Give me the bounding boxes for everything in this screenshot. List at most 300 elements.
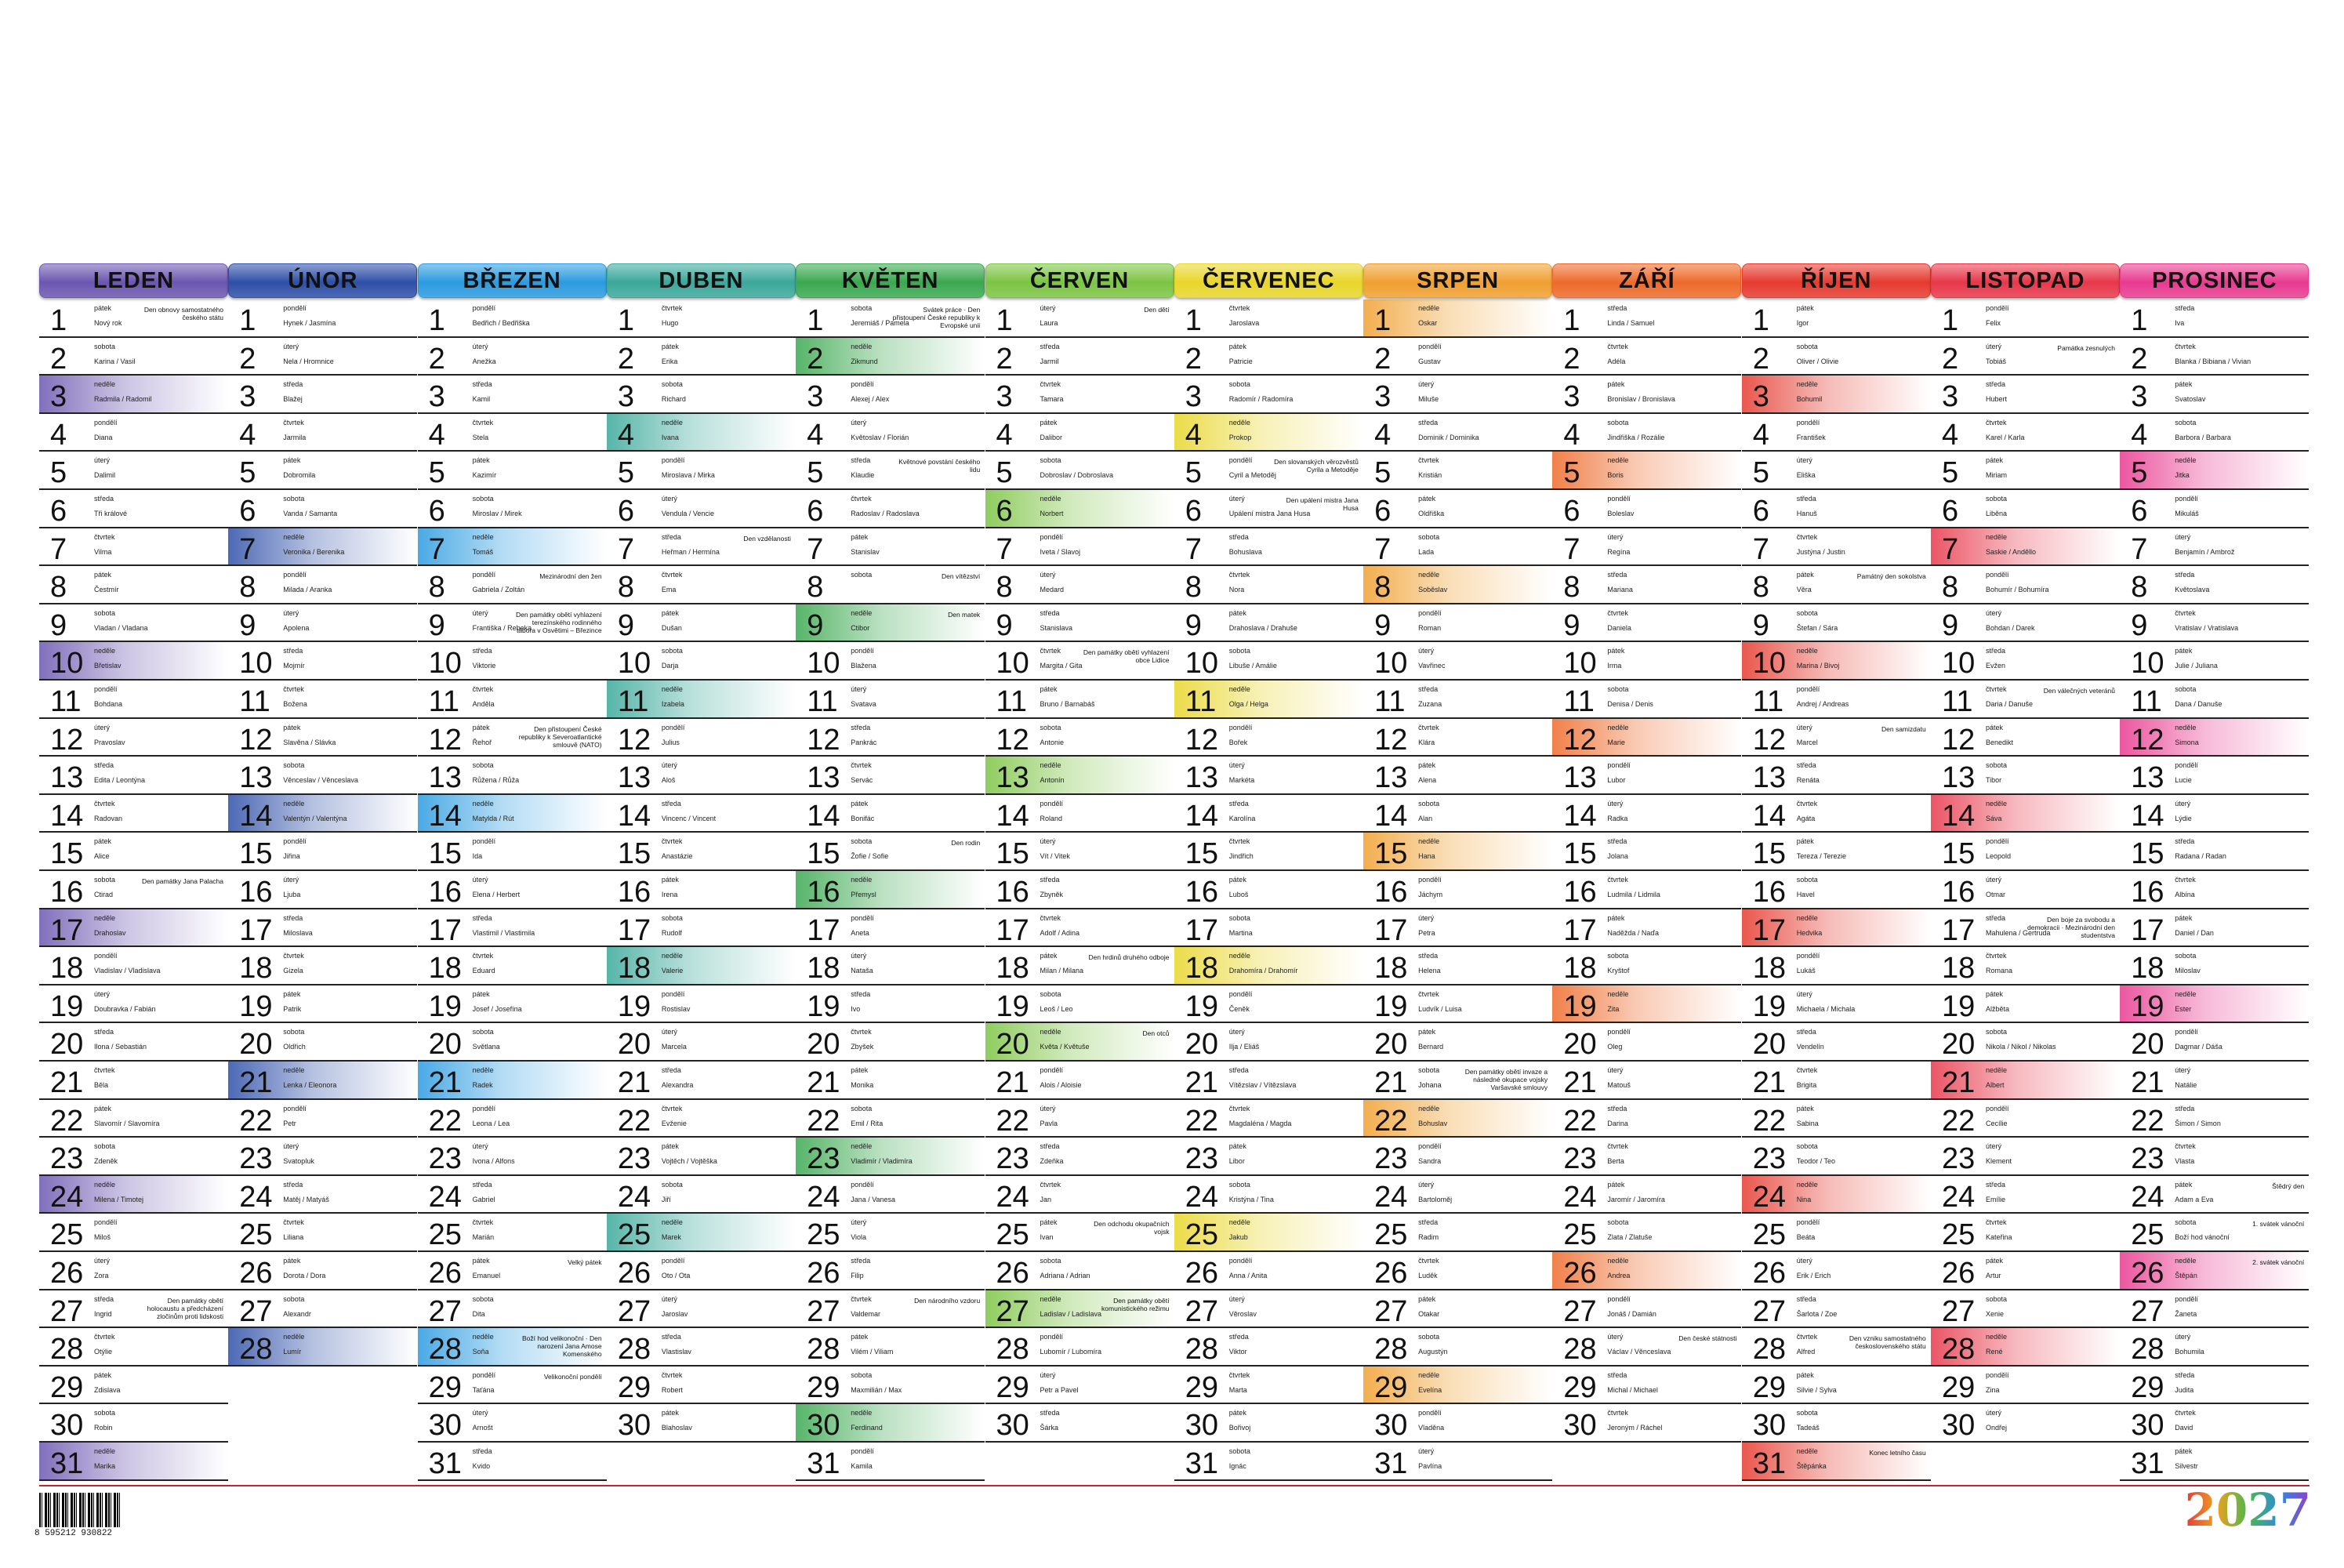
nameday-label: Jáchym — [1418, 891, 1443, 898]
weekday-label: neděle — [1796, 1447, 1818, 1455]
holiday-label: Den přistoupení České republiky k Severoatlantické smlouvě (NATO) — [518, 724, 602, 749]
weekday-label: pátek — [2175, 380, 2193, 389]
nameday-label: Richard — [661, 395, 686, 404]
weekday-label: pondělí — [2175, 1294, 2198, 1303]
day-row — [39, 299, 228, 338]
holiday-label: Den vzniku samostatného československého státu — [1849, 1334, 1926, 1351]
day-number: 11 — [996, 685, 1027, 718]
weekday-label: středa — [661, 532, 681, 541]
nameday-label: Stela — [472, 433, 489, 441]
nameday-label: Julie / Juliana — [2175, 662, 2218, 670]
holiday-label: Den upálení mistra Jana Husa — [1286, 496, 1359, 512]
weekday-label: sobota — [1986, 1294, 2008, 1303]
nameday-label: Blažej — [283, 395, 303, 404]
nameday-label: Bartoloměj — [1418, 1195, 1453, 1203]
weekday-label: čtvrtek — [2175, 876, 2196, 884]
weekday-label: středa — [1040, 876, 1060, 884]
day-row — [1931, 947, 2120, 985]
day-row — [1363, 414, 1552, 452]
day-number: 1 — [239, 304, 256, 337]
weekday-label: neděle — [1418, 1104, 1440, 1112]
weekday-label: čtvrtek — [1986, 418, 2007, 426]
weekday-label: úterý — [1418, 1180, 1435, 1189]
nameday-label: Dana / Danuše — [2175, 700, 2222, 708]
nameday-label: Robert — [661, 1385, 683, 1394]
day-number: 31 — [1752, 1447, 1786, 1480]
nameday-label: Ludmila / Lidmila — [1607, 891, 1660, 898]
weekday-label: úterý — [1796, 989, 1812, 998]
day-row — [607, 1290, 796, 1329]
holiday-label: 1. svátek vánoční — [2252, 1220, 2305, 1229]
weekday-label: středa — [1040, 1409, 1060, 1417]
day-row — [1174, 833, 1363, 871]
nameday-label: Valentýn / Valentýna — [283, 814, 347, 822]
weekday-label: sobota — [1228, 647, 1250, 655]
day-number: 21 — [617, 1066, 651, 1099]
weekday-label: pátek — [1228, 1409, 1246, 1417]
weekday-label: čtvrtek — [851, 1294, 872, 1303]
holiday-label: Den památky obětí invaze a následné okupace vojsky Varšavské smlouvy — [1464, 1068, 1548, 1091]
weekday-label: pátek — [94, 1104, 112, 1112]
weekday-label: čtvrtek — [1040, 913, 1061, 922]
nameday-label: Ema — [661, 586, 677, 594]
nameday-label: Josef / Josefína — [472, 1004, 522, 1013]
day-number: 19 — [996, 989, 1029, 1023]
day-number: 7 — [2131, 532, 2148, 566]
day-row — [607, 681, 796, 719]
day-number: 4 — [239, 418, 256, 452]
weekday-label: středa — [1418, 952, 1439, 960]
weekday-label: sobota — [1986, 1028, 2008, 1036]
nameday-label: Slavomír / Slavomíra — [94, 1119, 160, 1127]
weekday-label: neděle — [2175, 456, 2197, 465]
month-column-6 — [1174, 263, 1363, 1486]
weekday-label: sobota — [1040, 989, 1061, 998]
nameday-label: Vilma — [94, 547, 112, 556]
day-row — [1174, 452, 1363, 490]
nameday-label: Ctibor — [851, 623, 870, 632]
weekday-label: pátek — [851, 1333, 869, 1341]
day-row — [2120, 452, 2309, 490]
nameday-label: Benjamín / Ambrož — [2175, 547, 2235, 556]
day-number: 29 — [1563, 1370, 1597, 1404]
month-column-10 — [1931, 263, 2120, 1486]
nameday-label: Kamila — [851, 1462, 873, 1470]
day-row — [796, 909, 985, 948]
nameday-label: Adam a Eva — [2175, 1195, 2214, 1203]
day-number: 11 — [1185, 685, 1217, 718]
weekday-label: úterý — [1607, 532, 1624, 541]
day-number: 22 — [1942, 1104, 1976, 1138]
day-number: 21 — [239, 1066, 273, 1099]
nameday-label: Františka / Rebeka — [472, 623, 532, 632]
weekday-label: čtvrtek — [283, 1218, 304, 1227]
nameday-label: Arnošt — [472, 1424, 493, 1432]
day-row — [1363, 338, 1552, 376]
weekday-label: pátek — [1040, 685, 1058, 693]
nameday-label: Vanda / Samanta — [283, 510, 338, 517]
nameday-label: Artur — [1986, 1272, 2001, 1279]
day-row — [607, 985, 796, 1024]
weekday-label: středa — [2175, 837, 2195, 846]
weekday-label: úterý — [94, 989, 111, 998]
nameday-label: Ladislav / Ladislava — [1040, 1309, 1102, 1318]
day-number: 16 — [807, 876, 840, 909]
holiday-label: Den boje za svobodu a demokracii · Mezinárodní den studentstva — [2027, 915, 2115, 939]
holiday-label: Den matek — [948, 610, 981, 619]
weekday-label: neděle — [2175, 1257, 2197, 1265]
weekday-label: středa — [472, 913, 492, 922]
day-row — [2120, 604, 2309, 643]
nameday-label: Vít / Vitek — [1040, 852, 1070, 861]
nameday-label: Otýlie — [94, 1348, 113, 1356]
day-row — [418, 452, 607, 490]
day-number: 30 — [996, 1409, 1029, 1443]
day-row — [1931, 1404, 2120, 1443]
month-column-4 — [796, 263, 985, 1486]
nameday-label: Oliver / Olivie — [1796, 357, 1839, 365]
day-number: 16 — [1752, 876, 1786, 909]
day-number: 24 — [617, 1180, 651, 1214]
day-number: 13 — [239, 761, 273, 795]
day-number: 19 — [807, 989, 840, 1023]
day-number: 27 — [807, 1294, 840, 1328]
day-number: 23 — [1374, 1142, 1408, 1176]
day-number: 22 — [617, 1104, 651, 1138]
day-number: 5 — [1752, 456, 1769, 490]
weekday-label: středa — [94, 1028, 114, 1036]
weekday-label: středa — [661, 799, 681, 808]
day-row — [1552, 871, 1741, 909]
nameday-label: Patrik — [283, 1004, 302, 1013]
day-number: 11 — [807, 685, 838, 718]
day-number: 4 — [996, 418, 1013, 452]
day-number: 17 — [1374, 913, 1408, 947]
day-row — [2120, 299, 2309, 338]
day-number: 4 — [617, 418, 635, 452]
day-row — [1552, 1367, 1741, 1405]
day-number: 17 — [1752, 913, 1786, 947]
nameday-label: Zuzana — [1418, 700, 1442, 708]
nameday-label: Čestmír — [94, 586, 119, 594]
day-row — [1552, 757, 1741, 795]
day-row — [39, 871, 228, 909]
day-number: 17 — [807, 913, 840, 947]
nameday-label: Kristýna / Tina — [1228, 1195, 1274, 1203]
weekday-label: sobota — [1418, 799, 1440, 808]
weekday-label: čtvrtek — [1418, 989, 1439, 998]
day-row — [39, 1443, 228, 1481]
day-row — [1363, 1443, 1552, 1481]
holiday-label: Den památky obětí vyhlazení obce Lidice — [1083, 648, 1170, 665]
nameday-label: Drahoslav — [94, 928, 126, 937]
day-number: 16 — [617, 876, 651, 909]
weekday-label: čtvrtek — [1418, 723, 1439, 731]
day-row — [1742, 528, 1931, 567]
nameday-label: Liliana — [283, 1233, 304, 1242]
weekday-label: pondělí — [1040, 1333, 1064, 1341]
day-number: 20 — [50, 1028, 84, 1062]
weekday-label: neděle — [1796, 647, 1818, 655]
weekday-label: sobota — [851, 571, 873, 579]
day-number: 4 — [1185, 418, 1202, 452]
weekday-label: středa — [283, 913, 303, 922]
day-row — [39, 1023, 228, 1062]
day-number: 12 — [1752, 723, 1786, 757]
nameday-label: Helena — [1418, 967, 1441, 975]
weekday-label: pondělí — [94, 685, 118, 693]
weekday-label: pondělí — [283, 571, 307, 579]
day-number: 20 — [1563, 1028, 1597, 1062]
day-row — [985, 833, 1174, 871]
weekday-label: sobota — [283, 761, 305, 770]
day-number: 13 — [1563, 761, 1597, 795]
day-row — [796, 1100, 985, 1138]
weekday-label: úterý — [661, 761, 677, 770]
nameday-label: Nataša — [851, 967, 873, 975]
day-row — [1174, 1328, 1363, 1367]
nameday-label: Šarlota / Zoe — [1796, 1309, 1838, 1318]
day-row — [418, 528, 607, 567]
nameday-label: Izabela — [661, 700, 684, 708]
day-number: 9 — [1374, 608, 1392, 642]
weekday-label: pátek — [2175, 647, 2193, 655]
nameday-label: Jiřina — [283, 852, 300, 861]
day-row — [1174, 604, 1363, 643]
day-row — [985, 985, 1174, 1024]
weekday-label: středa — [661, 1333, 681, 1341]
day-number: 3 — [1374, 380, 1392, 414]
weekday-label: sobota — [851, 304, 873, 312]
day-number: 23 — [807, 1142, 840, 1176]
day-row — [985, 757, 1174, 795]
day-row — [1552, 1290, 1741, 1329]
day-row — [39, 909, 228, 948]
weekday-label: neděle — [1796, 380, 1818, 389]
day-row — [1552, 681, 1741, 719]
weekday-label: pátek — [1418, 1028, 1436, 1036]
nameday-label: Julius — [661, 738, 680, 746]
weekday-label: pondělí — [1796, 418, 1820, 426]
weekday-label: sobota — [94, 876, 116, 884]
nameday-label: Antonie — [1040, 738, 1065, 746]
day-number: 13 — [428, 761, 462, 795]
nameday-label: Norbert — [1040, 510, 1064, 517]
nameday-label: Sabina — [1796, 1119, 1819, 1127]
weekday-label: sobota — [1796, 876, 1818, 884]
day-row — [418, 376, 607, 414]
weekday-label: pondělí — [1986, 304, 2009, 312]
day-row — [607, 833, 796, 871]
weekday-label: pátek — [2175, 1180, 2193, 1189]
nameday-label: Daniela — [1607, 623, 1631, 632]
weekday-label: sobota — [1040, 723, 1061, 731]
nameday-label: Evženie — [661, 1119, 687, 1127]
day-number: 21 — [807, 1066, 840, 1099]
day-number: 16 — [1374, 876, 1408, 909]
day-number: 11 — [239, 685, 270, 718]
day-number: 4 — [1752, 418, 1769, 452]
nameday-label: Leopold — [1986, 852, 2012, 861]
day-row — [796, 795, 985, 833]
nameday-label: Dorota / Dora — [283, 1272, 326, 1279]
day-row — [1363, 1328, 1552, 1367]
weekday-label: sobota — [1796, 608, 1818, 617]
nameday-label: Blahoslav — [661, 1424, 692, 1432]
nameday-label: Otmar — [1986, 891, 2006, 898]
day-number: 20 — [239, 1028, 273, 1062]
nameday-label: Aloš — [661, 776, 676, 785]
day-number: 10 — [1374, 647, 1408, 681]
day-row — [1931, 1252, 2120, 1290]
weekday-label: pondělí — [851, 913, 874, 922]
day-row — [1552, 452, 1741, 490]
day-number: 1 — [2131, 304, 2148, 337]
weekday-label: úterý — [1796, 1257, 1812, 1265]
day-number: 26 — [1374, 1257, 1408, 1290]
weekday-label: pondělí — [1040, 799, 1064, 808]
weekday-label: úterý — [1796, 723, 1812, 731]
day-row — [2120, 1023, 2309, 1062]
nameday-label: Ivana — [661, 433, 679, 441]
weekday-label: pátek — [1607, 647, 1625, 655]
nameday-label: Alfred — [1796, 1348, 1816, 1356]
weekday-label: neděle — [1796, 1180, 1818, 1189]
day-row — [2120, 1328, 2309, 1367]
weekday-label: čtvrtek — [1040, 1180, 1061, 1189]
day-number: 22 — [50, 1104, 84, 1138]
day-number: 15 — [996, 837, 1029, 871]
weekday-label: středa — [1040, 1142, 1060, 1151]
day-row — [607, 566, 796, 604]
day-row — [985, 795, 1174, 833]
day-number: 3 — [996, 380, 1013, 414]
nameday-label: Valerie — [661, 967, 684, 975]
weekday-label: čtvrtek — [1040, 647, 1061, 655]
nameday-label: Jarmil — [1040, 357, 1059, 365]
weekday-label: pondělí — [1228, 456, 1253, 465]
weekday-label: sobota — [661, 913, 683, 922]
holiday-label: Den slovanských věrozvěstů Cyrila a Metoděje — [1274, 458, 1359, 474]
weekday-label: úterý — [1040, 837, 1056, 846]
nameday-label: Šimon / Simon — [2175, 1119, 2221, 1127]
nameday-label: Alexej / Alex — [851, 395, 890, 404]
weekday-label: čtvrtek — [1607, 1142, 1628, 1151]
day-row — [228, 833, 417, 871]
day-number: 3 — [239, 380, 256, 414]
day-number: 25 — [428, 1218, 462, 1252]
nameday-label: Justýna / Justin — [1796, 547, 1845, 556]
day-number: 14 — [1942, 799, 1976, 833]
day-row — [418, 909, 607, 948]
nameday-label: Anastázie — [661, 852, 693, 861]
nameday-label: Dobroslav / Dobroslava — [1040, 471, 1114, 480]
nameday-label: Silvestr — [2175, 1462, 2198, 1470]
weekday-label: neděle — [1040, 1028, 1061, 1036]
nameday-label: Barbora / Barbara — [2175, 433, 2231, 441]
weekday-label: neděle — [94, 913, 116, 922]
day-number: 3 — [1185, 380, 1202, 414]
day-number: 24 — [1942, 1180, 1976, 1214]
weekday-label: neděle — [94, 647, 116, 655]
weekday-label: neděle — [1418, 571, 1440, 579]
day-number: 15 — [1942, 837, 1976, 871]
nameday-label: Agáta — [1796, 814, 1816, 822]
day-row — [228, 528, 417, 567]
weekday-label: pondělí — [472, 837, 496, 846]
nameday-label: Tereza / Terezie — [1796, 852, 1847, 861]
day-row — [607, 338, 796, 376]
day-row — [985, 1176, 1174, 1214]
weekday-label: pondělí — [1228, 989, 1253, 998]
day-row — [1552, 1176, 1741, 1214]
nameday-label: Matouš — [1607, 1081, 1631, 1089]
day-number: 29 — [807, 1370, 840, 1404]
day-number: 8 — [1752, 571, 1769, 604]
day-row — [418, 338, 607, 376]
nameday-label: Alžběta — [1986, 1004, 2010, 1013]
nameday-label: Jeremiáš / Pamela — [851, 319, 909, 327]
nameday-label: Marek — [661, 1233, 681, 1242]
day-number: 9 — [617, 608, 635, 642]
day-row — [418, 1023, 607, 1062]
day-row — [1742, 909, 1931, 948]
nameday-label: Dominik / Dominika — [1418, 433, 1479, 441]
day-row — [1363, 1214, 1552, 1252]
weekday-label: sobota — [283, 1294, 305, 1303]
weekday-label: sobota — [851, 837, 873, 846]
day-number: 24 — [996, 1180, 1029, 1214]
nameday-label: Adolf / Adina — [1040, 928, 1080, 937]
day-number: 16 — [1563, 876, 1597, 909]
nameday-label: Kazimír — [472, 471, 497, 480]
weekday-label: pondělí — [1228, 1257, 1253, 1265]
day-row — [1174, 871, 1363, 909]
month-header: ZÁŘÍ — [1552, 263, 1741, 298]
day-row — [985, 338, 1174, 376]
day-number: 19 — [1942, 989, 1976, 1023]
nameday-label: Štěpánka — [1796, 1462, 1827, 1470]
weekday-label: sobota — [1607, 1218, 1629, 1227]
holiday-label: Velký pátek — [568, 1258, 602, 1266]
nameday-label: Jitka — [2175, 471, 2190, 480]
nameday-label: Medard — [1040, 586, 1065, 594]
nameday-label: Evelína — [1418, 1385, 1442, 1394]
weekday-label: čtvrtek — [472, 952, 494, 960]
weekday-label: úterý — [1986, 1409, 2002, 1417]
weekday-label: středa — [851, 456, 871, 465]
weekday-label: pondělí — [851, 1447, 874, 1455]
weekday-label: čtvrtek — [1228, 304, 1250, 312]
day-row — [1174, 1252, 1363, 1290]
day-number: 6 — [1374, 495, 1392, 528]
day-row — [1552, 833, 1741, 871]
day-row — [985, 1214, 1174, 1252]
nameday-label: Václav / Věnceslava — [1607, 1348, 1671, 1356]
day-number: 23 — [617, 1142, 651, 1176]
nameday-label: Pavla — [1040, 1119, 1058, 1127]
nameday-label: Bohumír / Bohumíra — [1986, 586, 2049, 594]
weekday-label: čtvrtek — [661, 837, 683, 846]
weekday-label: úterý — [851, 418, 867, 426]
nameday-label: René — [1986, 1348, 2003, 1356]
day-row — [418, 1176, 607, 1214]
day-number: 31 — [1185, 1447, 1219, 1480]
weekday-label: pátek — [1986, 456, 2004, 465]
day-row — [228, 1214, 417, 1252]
day-row — [1742, 1367, 1931, 1405]
day-row — [985, 1290, 1174, 1329]
